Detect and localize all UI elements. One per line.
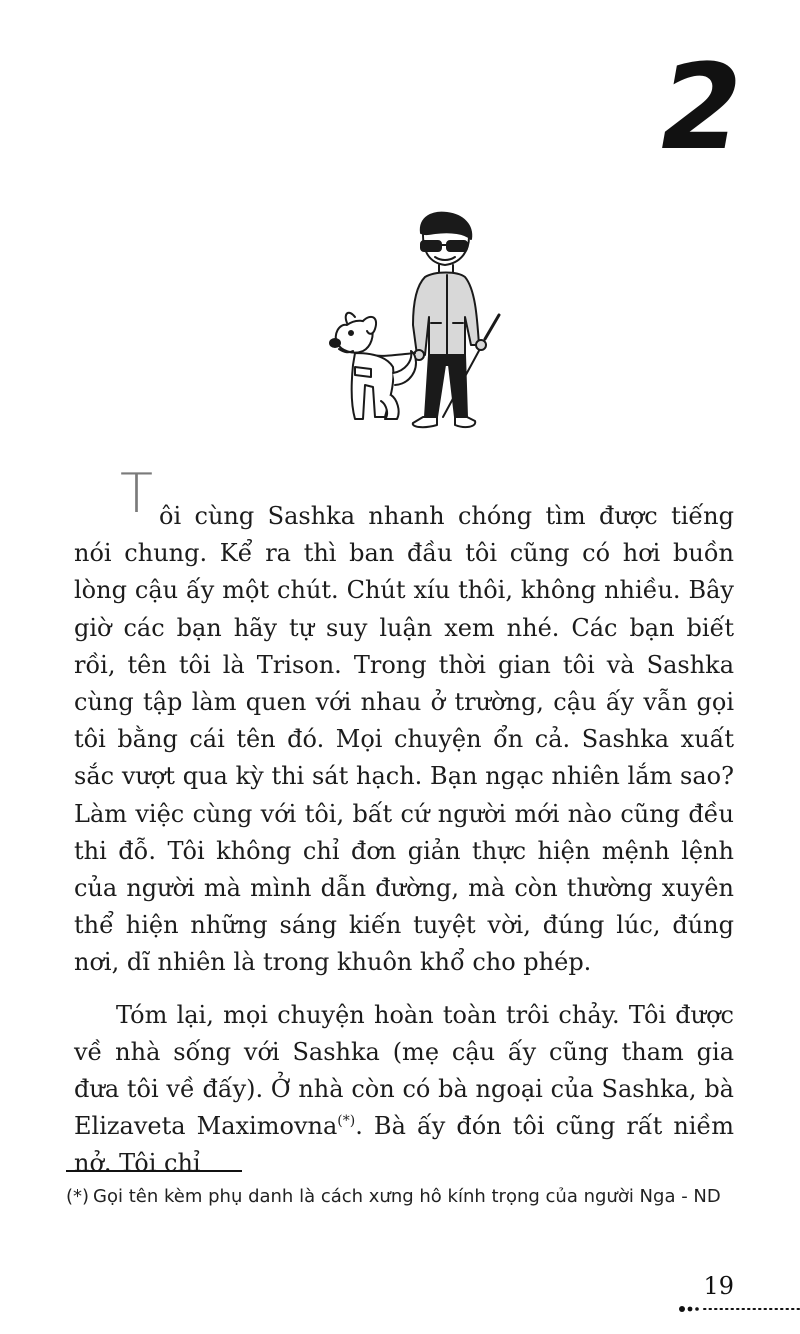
chapter-number: 2	[647, 38, 755, 176]
paragraph-2	[74, 997, 734, 1183]
drop-cap: T	[120, 462, 153, 525]
paragraph-1	[74, 462, 734, 982]
footnote-text: Gọi tên kèm phụ danh là cách xưng hô kính trọng của người Nga - ND	[93, 1186, 721, 1207]
page-number: 19	[703, 1272, 734, 1300]
paragraph-2-text-end: . Bà ấy đón tôi cũng rất niềm nở. Tôi chỉ	[74, 1112, 734, 1178]
footnote	[66, 1184, 736, 1210]
footnote-divider	[66, 1170, 242, 1172]
paragraph-1-text: ôi cùng Sashka nhanh chóng tìm được tiếng nói chung. Kể ra thì ban đầu tôi cũng có hơi buồn lòng cậu ấy một chút. Chút xíu thôi, không nhiều. Bây giờ các bạn hãy tự suy luận xem nhé. Các bạn biết rồi, tên tôi là Trison. Trong thời gian tôi và Sashka cùng tập làm quen với nhau ở trường, cậu ấy vẫn gọi tôi bằng cái tên đó. Mọi chuyện ổn cả. Sashka xuất sắc vượt qua kỳ thi sát hạch. Bạn ngạc nhiên lắm sao? Làm việc cùng với tôi, bất cứ người mới nào cũng đều thi đỗ. Tôi không chỉ đơn giản thực hiện mệnh lệnh của người mà mình dẫn đường, mà còn thường xuyên thể hiện những sáng kiến tuyệt vời, đúng lúc, đúng nơi, dĩ nhiên là trong khuôn khổ cho phép.	[74, 502, 734, 977]
boy-with-guide-dog-illustration	[325, 205, 525, 440]
paragraph-2-text-start: Tóm lại, mọi chuyện hoàn toàn trôi chảy. Tôi được về nhà sống với Sashka (mẹ cậu ấy cũng tham gia đưa tôi về đấy). Ở nhà còn có bà ngoại của Sashka, bà Elizaveta Maximovna	[74, 1000, 734, 1141]
chapter-body-text	[74, 462, 734, 1183]
footnote-mark: (*)	[66, 1186, 90, 1207]
page-dot-leader	[678, 1304, 800, 1314]
footnote-reference[interactable]: (*)	[337, 1113, 356, 1130]
